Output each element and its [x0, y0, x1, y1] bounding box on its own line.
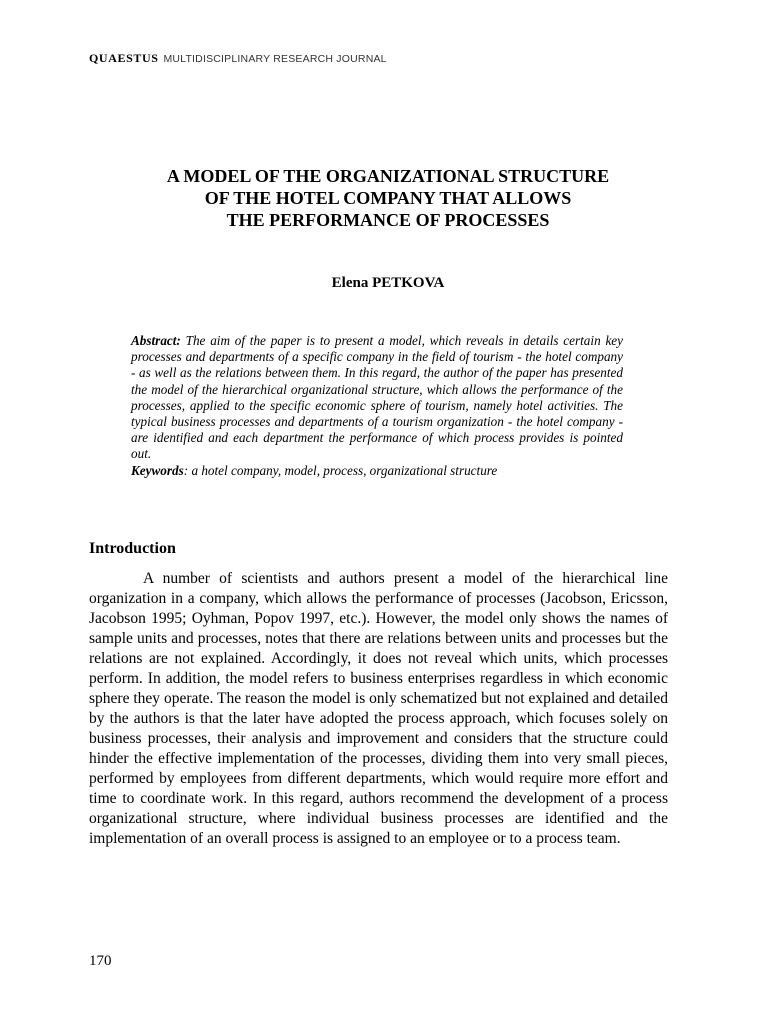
abstract-label: Abstract: [131, 333, 181, 348]
paper-title [89, 165, 687, 231]
abstract-text: The aim of the paper is to present a model, which reveals in details certain key processes and departments of a specific company in the field of tourism - the hotel company - as well as the relations between them. In this regard, the author of the paper has presented the model of the hierarchical organizational structure, which allows the performance of the processes, applied to the specific economic sphere of tourism, namely hotel activities. The typical business processes and departments of a tourism organization - the hotel company - are identified and each department the performance of which process provides is pointed out. [131, 333, 624, 462]
title-line: A MODEL OF THE ORGANIZATIONAL STRUCTURE [166, 166, 610, 186]
abstract-block [131, 333, 623, 479]
journal-brand: QUAESTUS [89, 51, 159, 65]
keywords-line [131, 463, 623, 479]
journal-subtitle: MULTIDISCIPLINARY RESEARCH JOURNAL [163, 53, 387, 65]
title-line: THE PERFORMANCE OF PROCESSES [226, 210, 550, 230]
journal-header [89, 51, 387, 66]
author-name: Elena PETKOVA [331, 275, 445, 291]
page-number: 170 [89, 953, 112, 969]
keywords-label: Keywords [131, 462, 184, 478]
keywords-text: : a hotel company, model, process, organizational structure [183, 462, 498, 478]
title-line: OF THE HOTEL COMPANY THAT ALLOWS [204, 188, 572, 208]
abstract-paragraph [131, 333, 623, 463]
body-paragraph: A number of scientists and authors present a model of the hierarchical line organization in a company, which allows the performance of processes (Jacobson, Ericsson, Jacobson 1995; Oyhman, Popov 1997, etc.). However, the model only shows the names of sample units and processes, notes that there are relations between units and processes but the relations are not explained. Accordingly, it does not reveal which units, which processes perform. In addition, the model refers to business enterprises regardless in which economic sphere they operate. The reason the model is only schematized but not explained and detailed by the authors is that the later have adopted the process approach, which focuses solely on business processes, their analysis and improvement and considers that the structure could hinder the effective implementation of the processes, dividing them into very small pieces, performed by employees from different departments, which would require more effort and time to coordinate work. In this regard, authors recommend the development of a process organizational structure, where individual business processes are identified and the implementation of an overall process is assigned to an employee or to a process team. [89, 570, 668, 847]
section-heading: Introduction [89, 540, 176, 557]
